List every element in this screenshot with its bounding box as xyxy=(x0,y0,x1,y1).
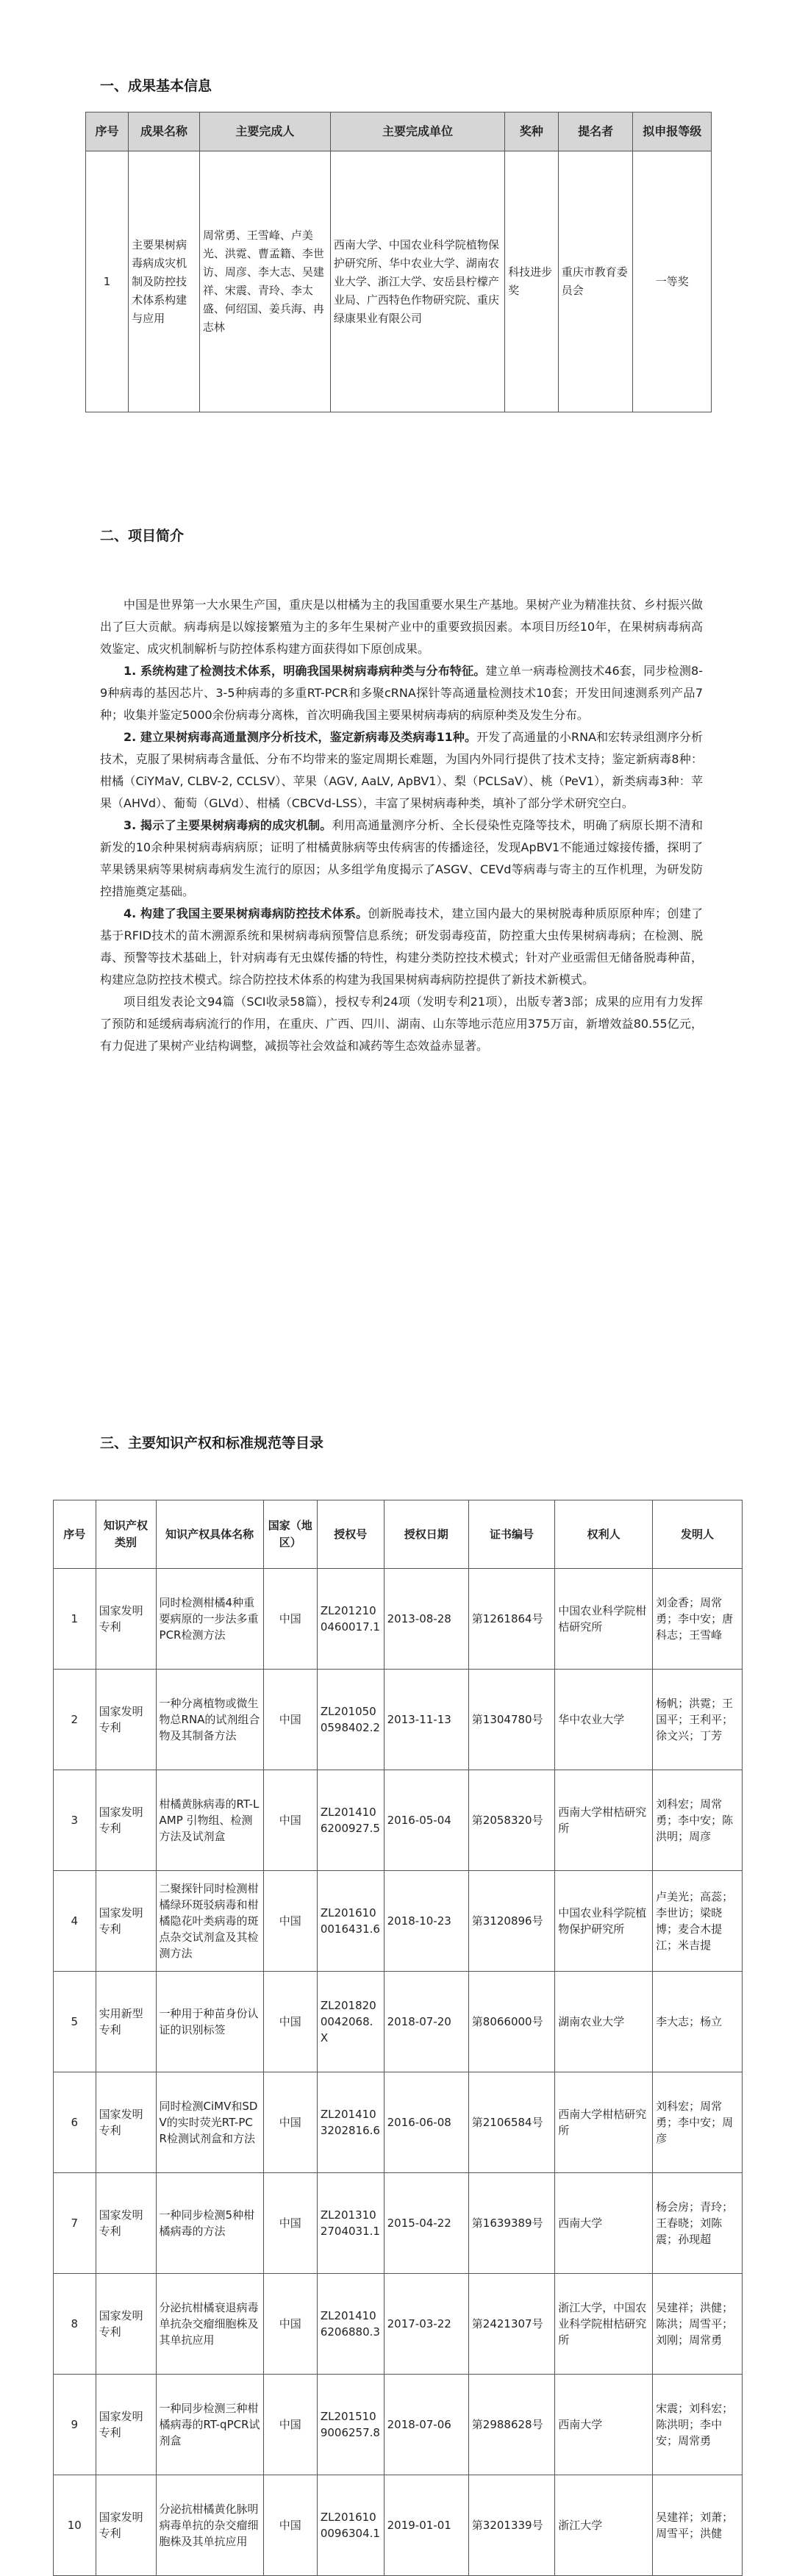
paragraph-heading: 1. 系统构建了检测技术体系，明确我国果树病毒病种类与分布特征。 xyxy=(124,664,486,678)
cell: 国家发明专利 xyxy=(96,1770,156,1871)
header-cell: 拟申报等级 xyxy=(633,112,712,151)
cell: ZL2013102704031.1 xyxy=(317,2173,384,2274)
cell: 同时检测CiMV和SDV的实时荧光RT-PCR检测试剂盒和方法 xyxy=(156,2072,263,2173)
cell: ZL2012100460017.1 xyxy=(317,1569,384,1670)
cell: 二聚探针同时检测柑橘绿环斑驳病毒和柑橘隐花叶类病毒的斑点杂交试剂盒及其检测方法 xyxy=(156,1871,263,1972)
cell: 国家发明专利 xyxy=(96,1569,156,1670)
intro-paragraph xyxy=(100,660,703,726)
cell: 分泌抗柑橘黄化脉明病毒单抗的杂交瘤细胞株及其单抗应用 xyxy=(156,2475,263,2576)
cell: 中国 xyxy=(263,2274,317,2375)
cell: 国家发明专利 xyxy=(96,2072,156,2173)
section1-title: 一、成果基本信息 xyxy=(100,78,212,94)
achievement-info-table xyxy=(85,112,712,412)
cell: ZL2016100096304.1 xyxy=(317,2475,384,2576)
cell: 2018-07-20 xyxy=(384,1972,468,2072)
table-row xyxy=(54,2274,743,2375)
cell: 5 xyxy=(54,1972,96,2072)
cell: 2018-10-23 xyxy=(384,1871,468,1972)
cell: 中国 xyxy=(263,1972,317,2072)
cell: 8 xyxy=(54,2274,96,2375)
intro-paragraph: 项目组发表论文94篇（SCI收录58篇），授权专利24项（发明专利21项），出版专著3部；成果的应用有力发挥了预防和延缓病毒病流行的作用，在重庆、广西、四川、湖南、山东等地示范应用375万亩，新增效益80.55亿元，有力促进了果树产业结构调整，减损等社会效益和减药等生态效益赤显著。 xyxy=(100,995,703,1053)
cell: 中国 xyxy=(263,1670,317,1770)
cell: 10 xyxy=(54,2475,96,2576)
table-row xyxy=(54,2072,743,2173)
cell: 第2988628号 xyxy=(468,2375,554,2475)
cell: 国家发明专利 xyxy=(96,2274,156,2375)
cell: 一种同步检测三种柑橘病毒的RT-qPCR试剂盒 xyxy=(156,2375,263,2475)
cell: 浙江大学，中国农业科学院柑桔研究所 xyxy=(555,2274,653,2375)
cell: 2013-08-28 xyxy=(384,1569,468,1670)
header-cell: 授权日期 xyxy=(384,1500,468,1569)
cell: ZL2014103202816.6 xyxy=(317,2072,384,2173)
table-row xyxy=(54,2375,743,2475)
cell: 1 xyxy=(54,1569,96,1670)
cell: 2016-06-08 xyxy=(384,2072,468,2173)
table-row xyxy=(54,1972,743,2072)
header-cell: 成果名称 xyxy=(129,112,200,151)
intro-paragraph: 中国是世界第一大水果生产国，重庆是以柑橘为主的我国重要水果生产基地。果树产业为精准扶贫、乡村振兴做出了巨大贡献。病毒病是以嫁接繁殖为主的多年生果树产业中的重要致损因素。本项目历经10年，在果树病毒病高效鉴定、成灾机制解析与防控体系构建方面获得如下原创成果。 xyxy=(100,598,703,656)
ip-table-body xyxy=(54,1569,743,2576)
cell: 一等奖 xyxy=(633,151,712,412)
header-cell: 序号 xyxy=(54,1500,96,1569)
cell: 卢美光；高蕊；李世访；梁晓博；麦合木提江；米吉提 xyxy=(653,1871,743,1972)
cell: 中国 xyxy=(263,2173,317,2274)
cell: 西南大学柑桔研究所 xyxy=(555,1770,653,1871)
table-row xyxy=(54,2475,743,2576)
paragraph-heading: 4. 构建了我国主要果树病毒病防控技术体系。 xyxy=(124,906,368,920)
cell: 李大志；杨立 xyxy=(653,1972,743,2072)
header-cell: 主要完成单位 xyxy=(330,112,504,151)
cell: 西南大学柑桔研究所 xyxy=(555,2072,653,2173)
header-cell: 知识产权类别 xyxy=(96,1500,156,1569)
cell: 宋震；刘科宏；陈洪明；李中安；周常勇 xyxy=(653,2375,743,2475)
cell: 西南大学 xyxy=(555,2375,653,2475)
cell: ZL2014106206880.3 xyxy=(317,2274,384,2375)
intro-paragraph xyxy=(100,726,703,815)
cell: 吴建祥；洪健；陈洪；周雪平；刘刚；周常勇 xyxy=(653,2274,743,2375)
cell: 第2421307号 xyxy=(468,2274,554,2375)
cell: 实用新型专利 xyxy=(96,1972,156,2072)
cell: 2018-07-06 xyxy=(384,2375,468,2475)
section3-title: 三、主要知识产权和标准规范等目录 xyxy=(100,1435,324,1451)
cell: 刘科宏；周常勇；李中安；陈洪明；周彦 xyxy=(653,1770,743,1871)
cell: 第1261864号 xyxy=(468,1569,554,1670)
paragraph-body: 建立单一病毒检测技术46套，同步检测8-9种病毒的基因芯片、3-5种病毒的多重RT-PCR和多聚cRNA探针等高通量检测技术10套；开发田间速测系列产品7种；收集并鉴定5000余份病毒分离株，首次明确我国主要果树病毒病的病原种类及发生分布。 xyxy=(100,664,703,722)
cell: 刘金香；周常勇；李中安；唐科志；王雪峰 xyxy=(653,1569,743,1670)
cell: 西南大学、中国农业科学院植物保护研究所、华中农业大学、湖南农业大学、浙江大学、安岳县柠檬产业局、广西特色作物研究院、重庆绿康果业有限公司 xyxy=(330,151,504,412)
cell: 周常勇、王雪峰、卢美光、洪霓、曹孟籍、李世访、周彦、李大志、吴建祥、宋震、青玲、李太盛、何绍国、姜兵海、冉志林 xyxy=(199,151,330,412)
header-cell: 授权号 xyxy=(317,1500,384,1569)
cell: 2019-01-01 xyxy=(384,2475,468,2576)
cell: ZL2016100016431.6 xyxy=(317,1871,384,1972)
cell: 3 xyxy=(54,1770,96,1871)
cell: 刘科宏；周常勇；李中安；周彦 xyxy=(653,2072,743,2173)
cell: 一种分离植物或微生物总RNA的试剂组合物及其制备方法 xyxy=(156,1670,263,1770)
cell: 杨帆；洪霓；王国平；王利平；徐文兴；丁芳 xyxy=(653,1670,743,1770)
cell: 一种同步检测5种柑橘病毒的方法 xyxy=(156,2173,263,2274)
cell: 中国 xyxy=(263,2375,317,2475)
cell: 中国 xyxy=(263,2475,317,2576)
table-row xyxy=(86,151,712,412)
table-row xyxy=(54,2173,743,2274)
cell: 柑橘黄脉病毒的RT-LAMP 引物组、检测方法及试剂盒 xyxy=(156,1770,263,1871)
header-cell: 提名者 xyxy=(558,112,633,151)
cell: 2016-05-04 xyxy=(384,1770,468,1871)
cell: 第3201339号 xyxy=(468,2475,554,2576)
cell: 中国 xyxy=(263,1569,317,1670)
cell: 浙江大学 xyxy=(555,2475,653,2576)
paragraph-body: 利用高通量测序分析、全长侵染性克隆等技术，明确了病原长期不清和新发的10余种果树病毒病病原；证明了柑橘黄脉病等虫传病害的传播途径，发现ApBV1不能通过嫁接传播，探明了苹果锈果病等果树病毒病发生流行的原因；从多组学角度揭示了ASGV、CEVd等病毒与寄主的互作机理，为研发防控措施奠定基础。 xyxy=(100,818,703,898)
cell: 西南大学 xyxy=(555,2173,653,2274)
cell: 2013-11-13 xyxy=(384,1670,468,1770)
cell: 杨会房；青玲；王春晓；刘陈震；孙现超 xyxy=(653,2173,743,2274)
cell: 国家发明专利 xyxy=(96,2375,156,2475)
cell: 2015-04-22 xyxy=(384,2173,468,2274)
table-header-row xyxy=(54,1500,743,1569)
cell: 吴建祥；刘萧；周雪平；洪健 xyxy=(653,2475,743,2576)
paragraph-heading: 3. 揭示了主要果树病毒病的成灾机制。 xyxy=(124,818,332,832)
header-cell: 序号 xyxy=(86,112,129,151)
header-cell: 奖种 xyxy=(505,112,559,151)
header-cell: 主要完成人 xyxy=(199,112,330,151)
cell: 华中农业大学 xyxy=(555,1670,653,1770)
intro-paragraph xyxy=(100,903,703,991)
cell: 中国 xyxy=(263,2072,317,2173)
cell: ZL2010500598402.2 xyxy=(317,1670,384,1770)
cell: ZL2014106200927.5 xyxy=(317,1770,384,1871)
cell: 分泌抗柑橘衰退病毒单抗杂交瘤细胞株及其单抗应用 xyxy=(156,2274,263,2375)
intro-paragraph xyxy=(100,815,703,903)
cell: 中国 xyxy=(263,1770,317,1871)
cell: 9 xyxy=(54,2375,96,2475)
table-row xyxy=(54,1770,743,1871)
cell: 湖南农业大学 xyxy=(555,1972,653,2072)
cell: 6 xyxy=(54,2072,96,2173)
cell: 2017-03-22 xyxy=(384,2274,468,2375)
cell: 同时检测柑橘4种重要病原的一步法多重PCR检测方法 xyxy=(156,1569,263,1670)
cell: 主要果树病毒病成灾机制及防控技术体系构建与应用 xyxy=(129,151,200,412)
cell: 第8066000号 xyxy=(468,1972,554,2072)
cell: ZL2015109006257.8 xyxy=(317,2375,384,2475)
header-cell: 发明人 xyxy=(653,1500,743,1569)
cell: 第3120896号 xyxy=(468,1871,554,1972)
ip-catalog-table xyxy=(53,1500,743,2576)
header-cell: 权利人 xyxy=(555,1500,653,1569)
cell: 重庆市教育委员会 xyxy=(558,151,633,412)
cell: 第1304780号 xyxy=(468,1670,554,1770)
cell: 第1639389号 xyxy=(468,2173,554,2274)
cell: 国家发明专利 xyxy=(96,1871,156,1972)
cell: 国家发明专利 xyxy=(96,1670,156,1770)
cell: 4 xyxy=(54,1871,96,1972)
cell: 7 xyxy=(54,2173,96,2274)
section2-title: 二、项目简介 xyxy=(100,528,185,544)
paragraph-heading: 2. 建立果树病毒高通量测序分析技术，鉴定新病毒及类病毒11种。 xyxy=(124,730,477,744)
cell: ZL2018200042068.X xyxy=(317,1972,384,2072)
paragraph-body: 开发了高通量的小RNA和宏转录组测序分析技术，克服了果树病毒含量低、分布不均带来的鉴定周期长难题，为国内外同行提供了技术支持；鉴定新病毒8种：柑橘（CiYMaV, CLBV-2, CCLSV）、苹果（AGV, AaLV, ApBV1）、梨（PCLSaV）、桃（PeV1），新类病毒3种：苹果（AHVd）、葡萄（GLVd）、柑橘（CBCVd-LSS），丰富了果树病毒种类，填补了部分学术研究空白。 xyxy=(100,730,703,810)
project-intro xyxy=(100,594,703,1057)
header-cell: 国家（地区） xyxy=(263,1500,317,1569)
cell: 国家发明专利 xyxy=(96,2475,156,2576)
header-cell: 知识产权具体名称 xyxy=(156,1500,263,1569)
table-header-row xyxy=(86,112,712,151)
paragraph-body: 创新脱毒技术，建立国内最大的果树脱毒种质原原种库；创建了基于RFID技术的苗木溯源系统和果树病毒病预警信息系统；研发弱毒疫苗，防控重大虫传果树病毒病；在检测、脱毒、预警等技术基础上，针对病毒有无虫媒传播的特性，构建分类防控技术模式；针对产业亟需但无储备脱毒种苗，构建应急防控技术模式。综合防控技术体系的构建为我国果树病毒病防控提供了新技术新模式。 xyxy=(100,906,703,987)
cell: 中国农业科学院植物保护研究所 xyxy=(555,1871,653,1972)
cell: 2 xyxy=(54,1670,96,1770)
cell: 第2058320号 xyxy=(468,1770,554,1871)
cell: 科技进步奖 xyxy=(505,151,559,412)
cell: 第2106584号 xyxy=(468,2072,554,2173)
table-row xyxy=(54,1670,743,1770)
cell: 中国 xyxy=(263,1871,317,1972)
cell: 1 xyxy=(86,151,129,412)
header-cell: 证书编号 xyxy=(468,1500,554,1569)
table-row xyxy=(54,1569,743,1670)
table-row xyxy=(54,1871,743,1972)
cell: 国家发明专利 xyxy=(96,2173,156,2274)
cell: 一种用于种苗身份认证的识别标签 xyxy=(156,1972,263,2072)
cell: 中国农业科学院柑桔研究所 xyxy=(555,1569,653,1670)
